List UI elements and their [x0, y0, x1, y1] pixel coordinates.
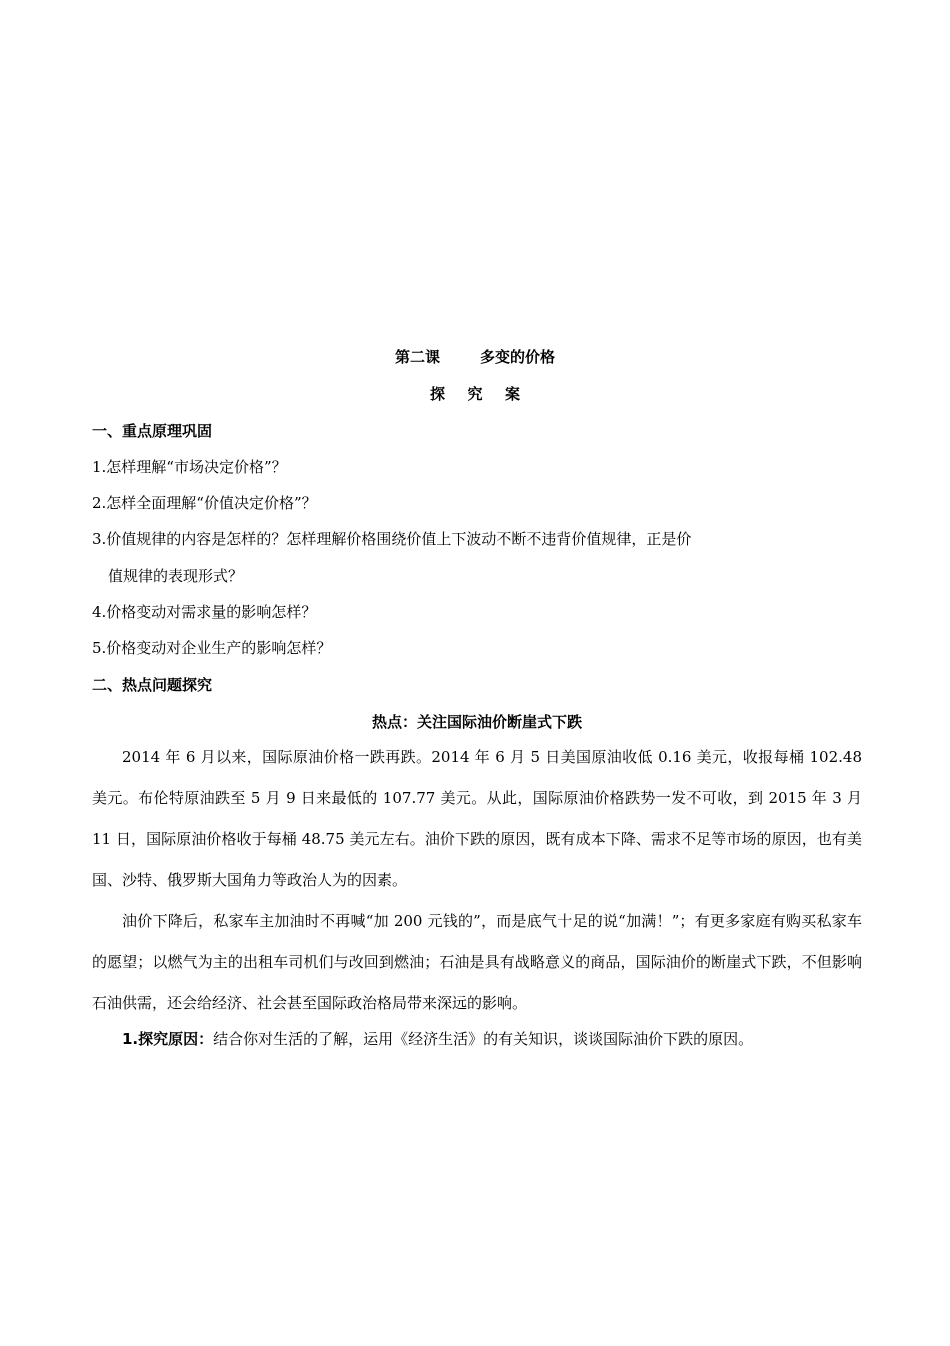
lesson-name: 多变的价格 [480, 348, 556, 366]
hotspot-title: 热点：关注国际油价断崖式下跌 [372, 713, 583, 731]
subtitle: 探究案 [429, 385, 543, 403]
task-1 [122, 1029, 753, 1049]
task-1-text: 结合你对生活的了解，运用《经济生活》的有关知识，谈谈国际油价下跌的原因。 [213, 1030, 754, 1048]
question-3-line2: 值规律的表现形式？ [108, 567, 244, 585]
lesson-number: 第二课 [394, 348, 440, 366]
task-1-label: 1.探究原因： [122, 1030, 214, 1048]
section1-heading: 一、重点原理巩固 [92, 422, 213, 440]
paragraph-2: 油价下降后，私家车主加油时不再喊“加 200 元钱的”，而是底气十足的说“加满！”；有更多家庭有购买私家车的愿望；以燃气为主的出租车司机们与改回到燃油；石油是具有战略意义的商品，国际油价的断崖式下跌，不但影响石油供需，还会给经济、社会甚至国际政治格局带来深远的影响。 [92, 912, 862, 1012]
question-1: 1.怎样理解“市场决定价格”？ [92, 458, 287, 476]
question-4: 4.价格变动对需求量的影响怎样？ [92, 603, 317, 621]
question-5: 5.价格变动对企业生产的影响怎样？ [92, 639, 332, 657]
section2-heading: 二、热点问题探究 [92, 676, 213, 694]
question-3-line1: 3.价值规律的内容是怎样的？怎样理解价格围绕价值上下波动不断不违背价值规律，正是价 [92, 530, 692, 548]
question-2: 2.怎样全面理解“价值决定价格”？ [92, 494, 317, 512]
paragraph-1: 2014 年 6 月以来，国际原油价格一跌再跌。2014 年 6 月 5 日美国原油收低 0.16 美元，收报每桶 102.48 美元。布伦特原油跌至 5 月 9 日来最低的 107.77 美元。从此，国际原油价格跌势一发不可收，到 2015 年 3 月 11 日，国际原油价格收于每桶 48.75 美元左右。油价下跌的原因，既有成本下降、需求不足等市场的原因，也有美国、沙特、俄罗斯大国角力等政治人为的因素。 [92, 748, 862, 889]
lesson-title [0, 347, 950, 367]
